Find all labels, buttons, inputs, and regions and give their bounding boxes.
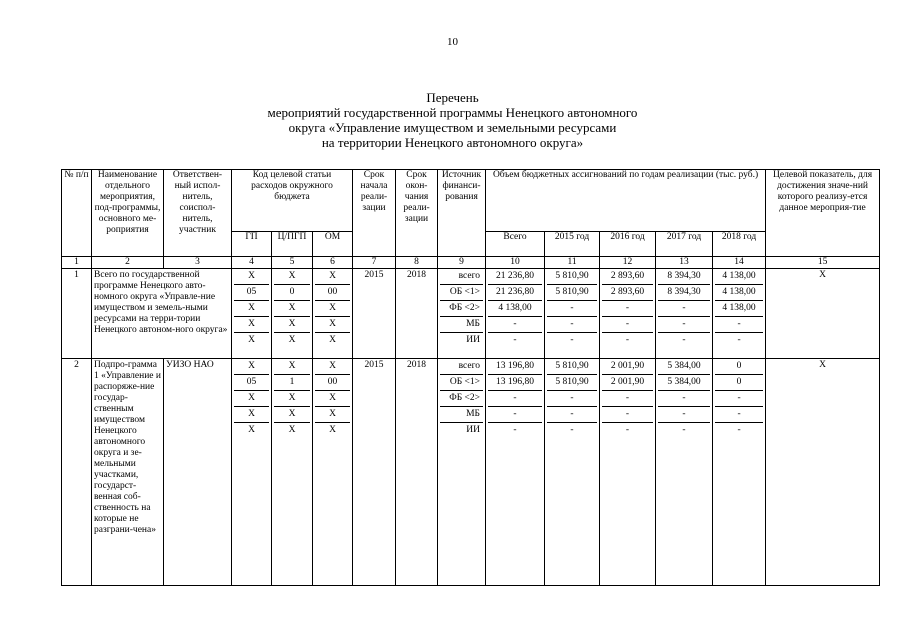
cell-2015: -: [570, 425, 574, 435]
column-number: 8: [396, 257, 438, 269]
title-line: мероприятий государственной программы Ненецкого автономного: [267, 105, 638, 120]
cell-2016: 2 893,60: [602, 269, 653, 285]
table-row: [62, 359, 880, 586]
cell-cpgp: Х: [274, 317, 310, 333]
cell-2017: -: [682, 425, 686, 435]
cell-2015: -: [547, 317, 597, 333]
cell-2016: -: [602, 301, 653, 317]
cell-source: МБ: [440, 317, 483, 333]
cell-2016: -: [625, 335, 630, 345]
cell-2015: -: [570, 335, 574, 345]
header-om: ОМ: [313, 232, 353, 257]
cell-2018: 0: [715, 375, 763, 391]
cell-om: Х: [315, 391, 350, 407]
row-name: Всего по государственной программе Ненецкого авто-номного округа «Управле-ние имуществом и земель-ными ресурсами на терри-тории Ненецкого автоном-ного округа»: [92, 269, 232, 359]
cell-2018: 4 138,00: [715, 301, 763, 317]
row-num: 2: [62, 359, 92, 586]
cell-gp: Х: [234, 317, 269, 333]
cell-2015: -: [547, 301, 597, 317]
cell-2018: 4 138,00: [715, 269, 763, 285]
cell-2016: -: [602, 317, 653, 333]
cell-total: -: [488, 317, 542, 333]
cell-cpgp: Х: [274, 301, 310, 317]
cell-2015: 5 810,90: [547, 269, 597, 285]
header-volume: Объем бюджетных ассигнований по годам реализации (тыс. руб.): [486, 170, 766, 232]
cell-gp: Х: [248, 335, 255, 345]
cell-gp: Х: [234, 269, 269, 285]
cell-source: всего: [440, 269, 483, 285]
title-line: округа «Управление имуществом и земельными ресурсами: [288, 120, 617, 135]
header-code: Код целевой статьи расходов окружного бюджета: [232, 170, 353, 232]
cell-gp: 05: [234, 375, 269, 391]
cell-total: -: [488, 391, 542, 407]
cell-2017: -: [658, 391, 710, 407]
header-responsible: Ответствен-ный испол-нитель, соиспол-нитель, участник: [164, 170, 232, 257]
cell-2017: -: [658, 317, 710, 333]
cell-2018: 4 138,00: [715, 285, 763, 301]
cell-total: 13 196,80: [488, 359, 542, 375]
header-num: № п/п: [62, 170, 92, 257]
cell-2016: -: [602, 407, 653, 423]
cell-2017: 5 384,00: [658, 375, 710, 391]
column-number: 15: [766, 257, 880, 269]
cell-2016: 2 893,60: [602, 285, 653, 301]
column-number: 12: [600, 257, 656, 269]
header-gp: ГП: [232, 232, 272, 257]
cell-source: МБ: [440, 407, 483, 423]
header-name: Наименование отдельного мероприятия, под-программы, основного ме-роприятия: [92, 170, 164, 257]
row-start: 2015: [353, 359, 396, 586]
cell-total: -: [513, 425, 517, 435]
cell-2016: 2 001,90: [602, 375, 653, 391]
cell-2017: 8 394,30: [658, 269, 710, 285]
column-number: 5: [272, 257, 313, 269]
row-responsible: УИЗО НАО: [164, 359, 232, 586]
cell-2015: 5 810,90: [547, 359, 597, 375]
document-title: [0, 90, 905, 150]
header-source: Источник финанси-рования: [438, 170, 486, 257]
column-number: 7: [353, 257, 396, 269]
cell-om: 00: [315, 285, 350, 301]
column-number: 4: [232, 257, 272, 269]
cell-2015: -: [547, 391, 597, 407]
cell-cpgp: Х: [274, 359, 310, 375]
cell-2017: -: [658, 407, 710, 423]
cell-2018: -: [737, 335, 741, 345]
header-2015: 2015 год: [545, 232, 600, 257]
column-number-row: [62, 257, 880, 269]
cell-total: 21 236,80: [488, 285, 542, 301]
row-indicator: Х: [766, 359, 880, 586]
cell-cpgp: 0: [274, 285, 310, 301]
row-num: 1: [62, 269, 92, 359]
column-number: 9: [438, 257, 486, 269]
cell-cpgp: Х: [288, 335, 296, 345]
cell-2016: -: [602, 391, 653, 407]
cell-2018: 0: [715, 359, 763, 375]
row-name: Подпро-грамма 1 «Управление и распоряже-ние государ-ственным имуществом Ненецкого автономного округа и зе-мельными участками, государст-венная соб-ственность на которые не разграни-чена»: [92, 359, 164, 586]
cell-om: Х: [315, 317, 350, 333]
row-start: 2015: [353, 269, 396, 359]
cell-2017: 5 384,00: [658, 359, 710, 375]
header-2018: 2018 год: [713, 232, 766, 257]
cell-gp: Х: [248, 425, 255, 435]
cell-total: 4 138,00: [488, 301, 542, 317]
cell-source: ФБ <2>: [440, 391, 483, 407]
cell-total: -: [488, 407, 542, 423]
cell-source: ОБ <1>: [440, 285, 483, 301]
column-number: 10: [486, 257, 545, 269]
cell-2018: -: [715, 407, 763, 423]
column-number: 1: [62, 257, 92, 269]
cell-cpgp: Х: [274, 391, 310, 407]
cell-source: всего: [440, 359, 483, 375]
cell-cpgp: Х: [274, 269, 310, 285]
row-end: 2018: [396, 269, 438, 359]
column-number: 2: [92, 257, 164, 269]
cell-2016: 2 001,90: [602, 359, 653, 375]
column-number: 13: [656, 257, 713, 269]
cell-om: Х: [315, 269, 350, 285]
header-cpgp: Ц/ПГП: [272, 232, 313, 257]
row-end: 2018: [396, 359, 438, 586]
cell-2017: 8 394,30: [658, 285, 710, 301]
cell-2018: -: [715, 391, 763, 407]
cell-2015: 5 810,90: [547, 375, 597, 391]
cell-2018: -: [737, 425, 741, 435]
cell-om: 00: [315, 375, 350, 391]
row-indicator: Х: [766, 269, 880, 359]
header-end: Срок окон-чания реали-зации: [396, 170, 438, 257]
header-start: Срок начала реали-зации: [353, 170, 396, 257]
column-number: 11: [545, 257, 600, 269]
cell-gp: Х: [234, 391, 269, 407]
cell-cpgp: Х: [274, 407, 310, 423]
title-line: на территории Ненецкого автономного округа»: [321, 135, 584, 150]
cell-om: Х: [315, 359, 350, 375]
cell-om: Х: [315, 407, 350, 423]
table-row: [62, 269, 880, 359]
cell-om: Х: [315, 301, 350, 317]
cell-2015: -: [547, 407, 597, 423]
cell-2017: -: [682, 335, 686, 345]
cell-source: ОБ <1>: [440, 375, 483, 391]
measures-table: [61, 169, 880, 586]
title-line: Перечень: [426, 90, 479, 105]
cell-2017: -: [658, 301, 710, 317]
cell-gp: Х: [234, 359, 269, 375]
cell-gp: Х: [234, 301, 269, 317]
header-2016: 2016 год: [600, 232, 656, 257]
cell-om: Х: [329, 335, 336, 345]
column-number: 14: [713, 257, 766, 269]
page-number: 10: [447, 36, 458, 48]
cell-2015: 5 810,90: [547, 285, 597, 301]
cell-total: -: [513, 335, 517, 345]
header-total: Всего: [486, 232, 545, 257]
header-indicator: Целевой показатель, для достижения значе-ний которого реализу-ется данное мероприя-тие: [766, 170, 880, 257]
column-number: 6: [313, 257, 353, 269]
cell-total: 13 196,80: [488, 375, 542, 391]
cell-source: ИИ: [466, 335, 481, 345]
cell-cpgp: 1: [274, 375, 310, 391]
cell-2018: -: [715, 317, 763, 333]
cell-total: 21 236,80: [488, 269, 542, 285]
cell-om: Х: [329, 425, 336, 435]
cell-gp: 05: [234, 285, 269, 301]
header-2017: 2017 год: [656, 232, 713, 257]
cell-source: ИИ: [466, 425, 481, 435]
cell-cpgp: Х: [288, 425, 296, 435]
cell-gp: Х: [234, 407, 269, 423]
column-number: 3: [164, 257, 232, 269]
cell-source: ФБ <2>: [440, 301, 483, 317]
cell-2016: -: [625, 425, 630, 435]
